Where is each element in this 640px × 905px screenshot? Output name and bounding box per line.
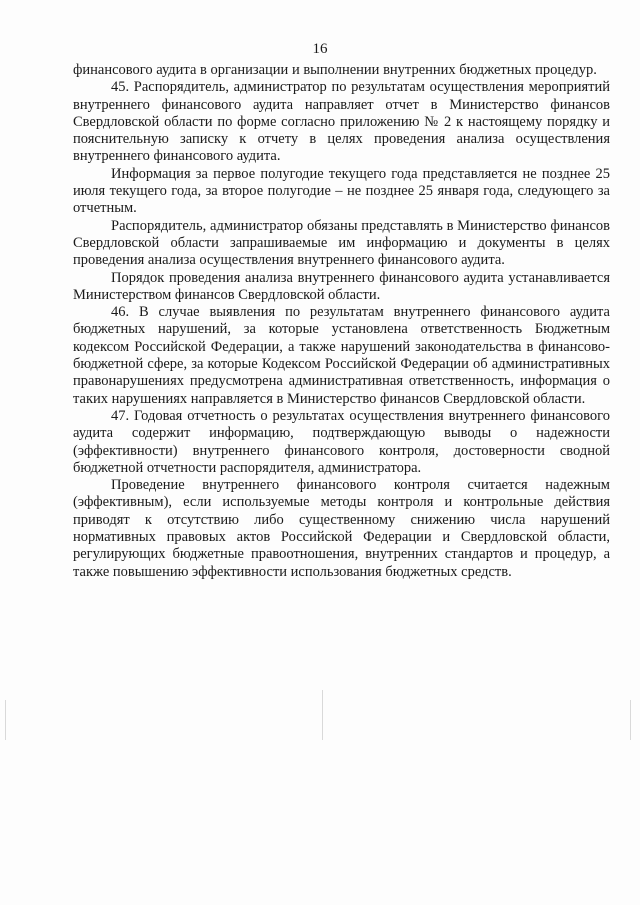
paragraph-item-46: 46. В случае выявления по результатам внутреннего финансового аудита бюджетных нарушений, за которые установлена ответственность Бюджетным кодексом Российской Федерации, а также нарушений законодательства в финансово-бюджетной сфере, за которые Кодексом Российской Федерации об административных правонарушениях предусмотрена административная ответственность, информация о таких нарушениях направляется в Министерство финансов Свердловской области. [73, 304, 610, 407]
paragraph-analysis-procedure: Порядок проведения анализа внутреннего финансового аудита устанавливается Министерством финансов Свердловской области. [73, 269, 610, 303]
paragraph-reporting-deadlines: Информация за первое полугодие текущего года представляется не позднее 25 июля текущего года, за второе полугодие – не позднее 25 января года, следующего за отчетным. [73, 165, 610, 217]
document-body [73, 62, 610, 581]
scan-artifact-line-center [322, 690, 323, 740]
page-number: 16 [312, 41, 328, 57]
paragraph-control-reliability: Проведение внутреннего финансового контроля считается надежным (эффективным), если используемые методы контроля и контрольные действия приводят к отсутствию либо существенному снижению числа нарушений нормативных правовых актов Российской Федерации и Свердловской области, регулирующих бюджетные правоотношения, внутренних стандартов и процедур, а также повышению эффективности использования бюджетных средств. [73, 477, 610, 580]
paragraph-information-request: Распорядитель, администратор обязаны представлять в Министерство финансов Свердловской области запрашиваемые им информацию и документы в целях проведения анализа осуществления внутреннего финансового аудита. [73, 217, 610, 269]
scan-artifact-line-right [630, 700, 631, 740]
paragraph-continuation: финансового аудита в организации и выполнении внутренних бюджетных процедур. [73, 62, 597, 78]
scan-artifact-line-left [5, 700, 6, 740]
paragraph-item-47: 47. Годовая отчетность о результатах осуществления внутреннего финансового аудита содержит информацию, подтверждающую выводы о надежности (эффективности) внутреннего финансового контроля, достоверности сводной бюджетной отчетности распорядителя, администратора. [73, 407, 610, 476]
paragraph-item-45: 45. Распорядитель, администратор по результатам осуществления мероприятий внутреннего финансового аудита направляет отчет в Министерство финансов Свердловской области по форме согласно приложению № 2 к настоящему порядку и пояснительную записку к отчету в целях проведения анализа осуществления внутреннего финансового аудита. [73, 79, 610, 165]
